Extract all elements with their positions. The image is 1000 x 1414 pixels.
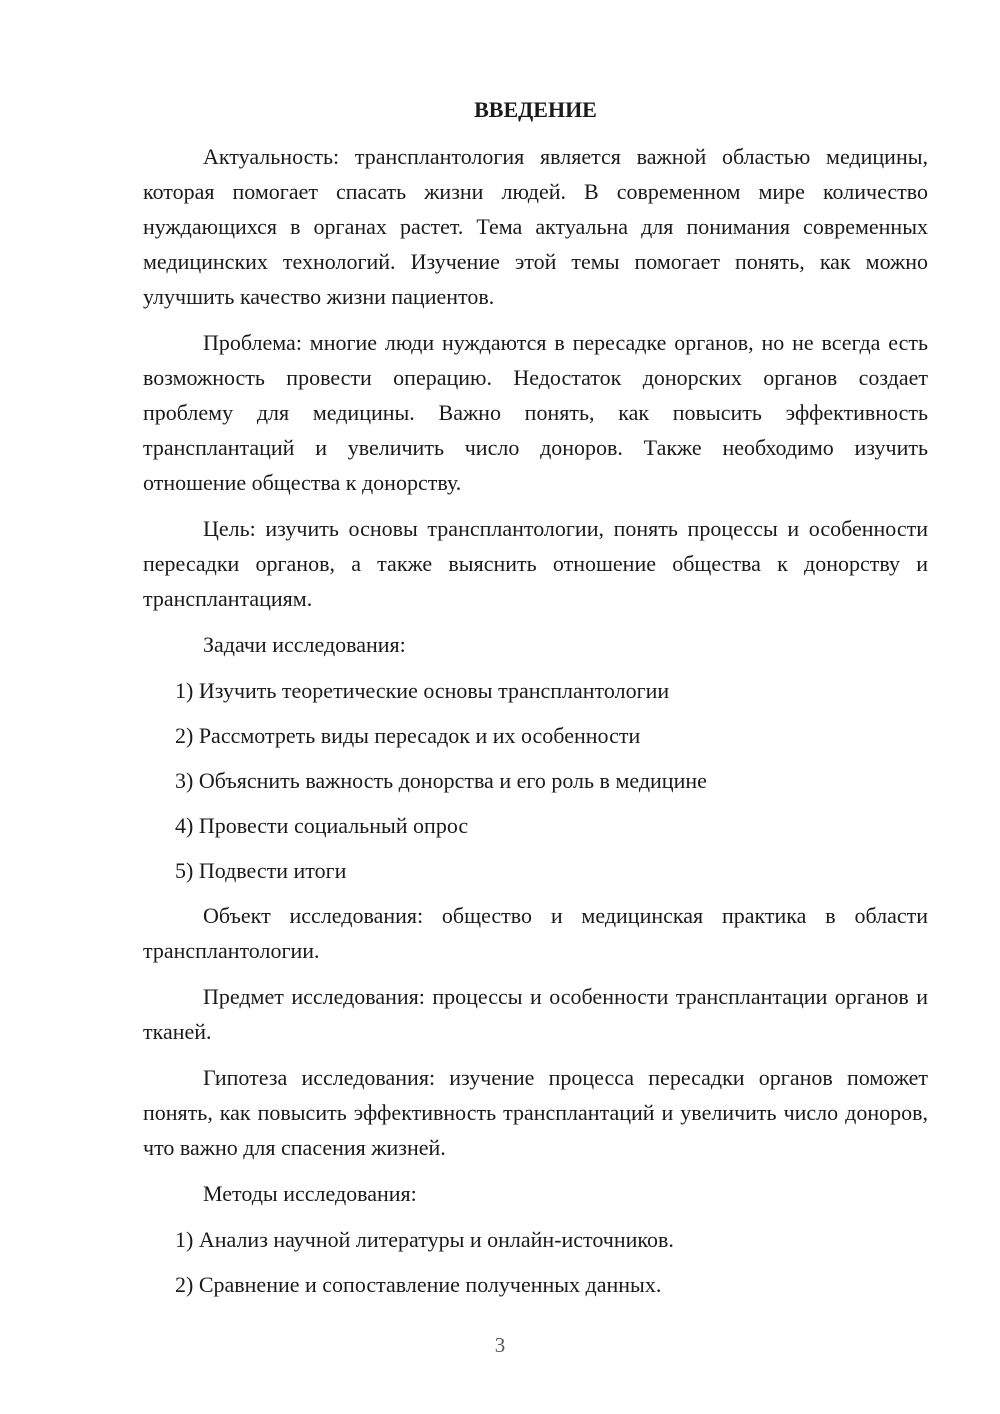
goal-paragraph: Цель: изучить основы трансплантологии, понять процессы и особенности пересадки органов, а также выяснить отношение общества к донорству и трансплантациям.: [143, 516, 928, 611]
page-number: 3: [494, 1333, 506, 1357]
task-item: 3) Объяснить важность донорства и его роль в медицине: [175, 768, 707, 793]
hypothesis-paragraph: Гипотеза исследования: изучение процесса пересадки органов поможет понять, как повысить эффективность трансплантаций и увеличить число доноров, что важно для спасения жизней.: [143, 1065, 928, 1160]
task-item: 2) Рассмотреть виды пересадок и их особенности: [175, 723, 641, 748]
problem-paragraph: Проблема: многие люди нуждаются в пересадке органов, но не всегда есть возможность провести операцию. Недостаток донорских органов создает проблему для медицины. Важно понять, как повысить эффективность трансплантаций и увеличить число доноров. Также необходимо изучить отношение общества к донорству.: [143, 330, 928, 495]
tasks-heading: Задачи исследования:: [203, 632, 406, 657]
method-item: 1) Анализ научной литературы и онлайн-источников.: [175, 1227, 674, 1252]
methods-heading: Методы исследования:: [203, 1181, 417, 1206]
task-item: 5) Подвести итоги: [175, 858, 347, 883]
page-title: ВВЕДЕНИЕ: [474, 97, 597, 122]
object-paragraph: Объект исследования: общество и медицинская практика в области трансплантологии.: [143, 903, 928, 963]
task-item: 1) Изучить теоретические основы трансплантологии: [175, 678, 670, 703]
task-item: 4) Провести социальный опрос: [175, 813, 469, 838]
relevance-paragraph: Актуальность: трансплантология является важной областью медицины, которая помогает спасать жизни людей. В современном мире количество нуждающихся в органах растет. Тема актуальна для понимания современных медицинских технологий. Изучение этой темы помогает понять, как можно улучшить качество жизни пациентов.: [143, 144, 928, 309]
subject-paragraph: Предмет исследования: процессы и особенности трансплантации органов и тканей.: [143, 984, 928, 1044]
document-page: [143, 92, 928, 1312]
method-item: 2) Сравнение и сопоставление полученных данных.: [175, 1272, 662, 1297]
